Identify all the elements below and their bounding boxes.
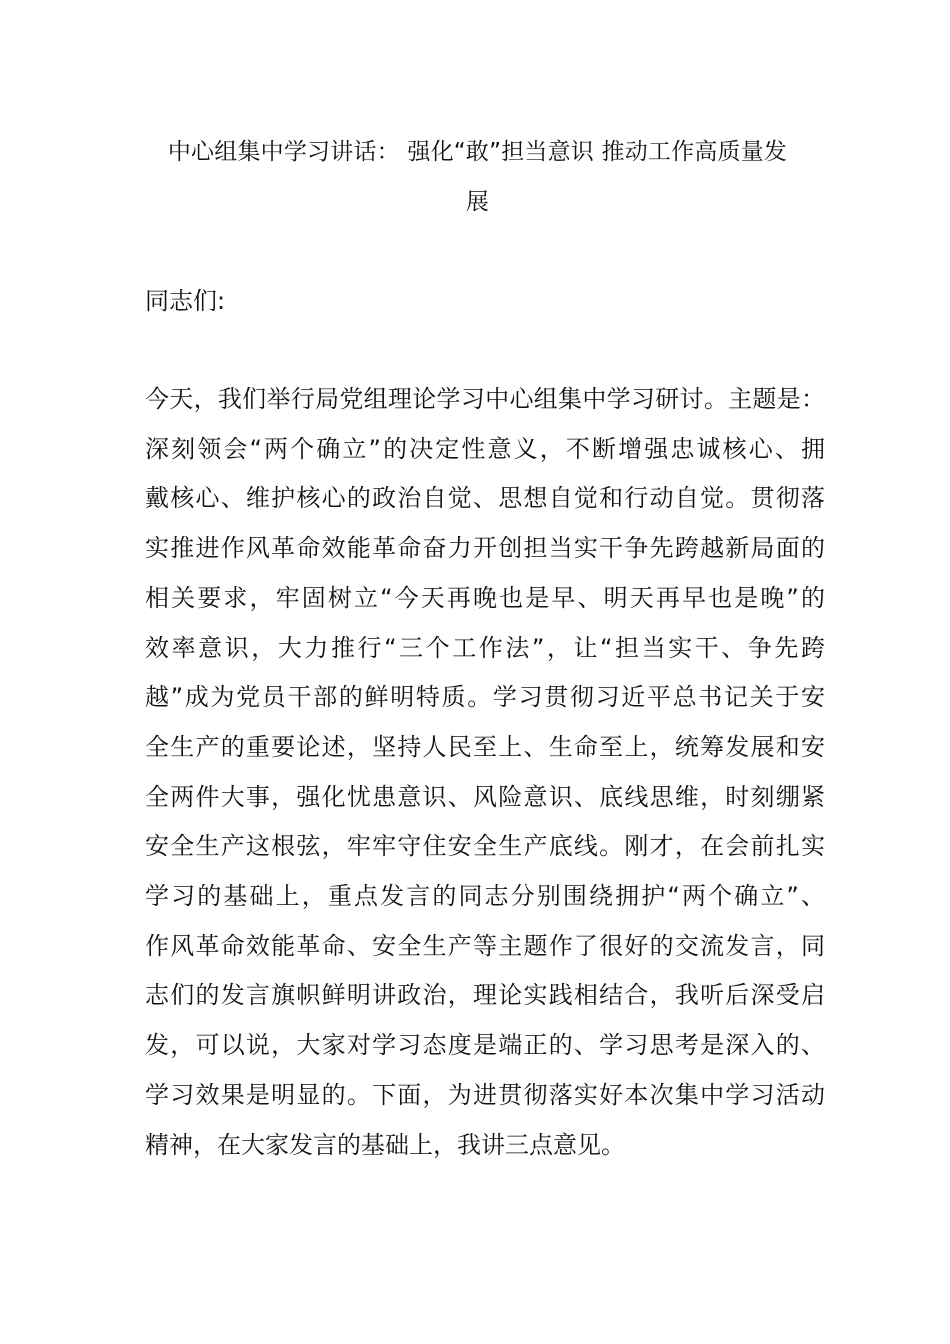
body-line: 效率意识，大力推行“三个工作法”，让“担当实干、争先跨 [145,633,825,662]
document-title [145,127,810,227]
body-line: 志们的发言旗帜鲜明讲政治，理论实践相结合，我听后深受启 [145,981,825,1010]
body-line: 安全生产这根弦，牢牢守住安全生产底线。刚才，在会前扎实 [145,832,825,861]
body-line: 实推进作风革命效能革命奋力开创担当实干争先跨越新局面的 [145,534,825,563]
body-line: 作风革命效能革命、安全生产等主题作了很好的交流发言，同 [145,931,825,960]
body-line: 越”成为党员干部的鲜明特质。学习贯彻习近平总书记关于安 [145,683,825,712]
body-line: 学习的基础上，重点发言的同志分别围绕拥护“两个确立”、 [145,882,825,911]
body-line: 全生产的重要论述，坚持人民至上、生命至上，统筹发展和安 [145,732,825,761]
body-line: 今天，我们举行局党组理论学习中心组集中学习研讨。主题是： [145,385,825,413]
title-line-2: 展 [465,189,490,215]
greeting: 同志们: [145,287,226,315]
body-line: 全两件大事，强化忧患意识、风险意识、底线思维，时刻绷紧 [145,782,825,811]
title-line-1: 中心组集中学习讲话： 强化“敢”担当意识 推动工作高质量发 [167,139,788,165]
body-line: 相关要求，牢固树立“今天再晚也是早、明天再早也是晚”的 [145,583,825,612]
body-line: 发，可以说，大家对学习态度是端正的、学习思考是深入的、 [145,1031,825,1060]
body-line: 戴核心、维护核心的政治自觉、思想自觉和行动自觉。贯彻落 [145,484,825,513]
body-line: 深刻领会“两个确立”的决定性意义，不断增强忠诚核心、拥 [145,434,825,463]
body-paragraph [145,375,825,1170]
body-line: 学习效果是明显的。下面，为进贯彻落实好本次集中学习活动 [145,1080,825,1109]
body-line: 精神，在大家发言的基础上，我讲三点意见。 [145,1130,625,1159]
